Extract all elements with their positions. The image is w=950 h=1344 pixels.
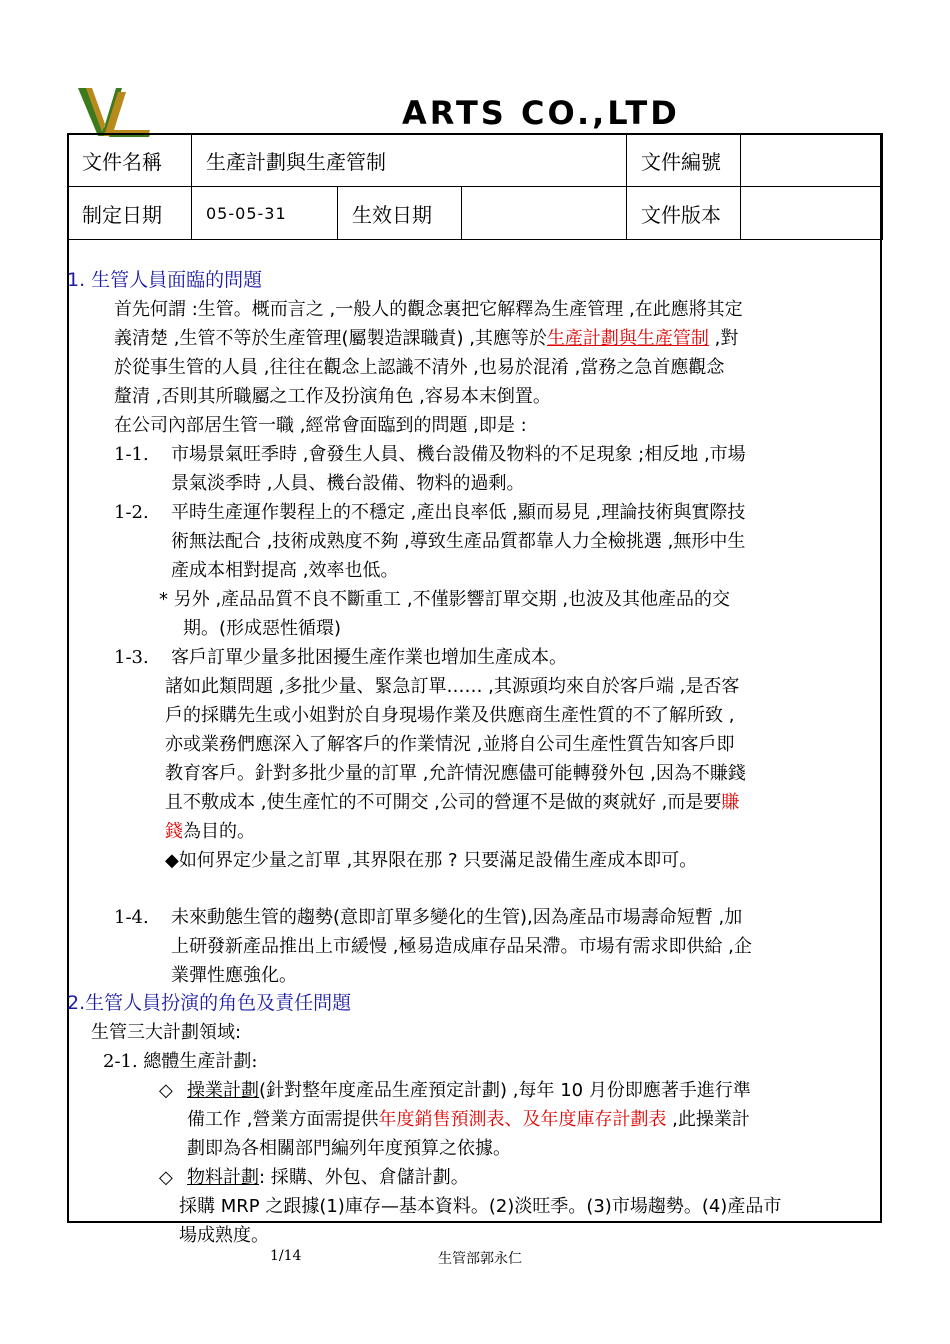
made-date-value: 05-05-31 [192,187,338,240]
highlight-money: 錢 [165,821,183,842]
made-date-label: 制定日期 [68,187,192,240]
s1-p1-line: 首先何謂 :生管。概而言之 ,一般人的觀念裏把它解釋為生產管理 ,在此應將其定 [114,299,743,320]
item-1-4-line: 業彈性應強化。 [171,965,297,986]
item-1-2-line: 平時生產運作製程上的不穩定 ,產出良率低 ,顯而易見 ,理論技術與實際技 [171,502,746,523]
item-1-3-line: ◆如何界定少量之訂單 ,其界限在那 ? 只要滿足設備生產成本即可。 [165,850,698,871]
s2-sub-heading: 2-1. 總體生產計劃: [103,1051,258,1072]
bullet-diamond-icon: ◇ [159,1167,173,1188]
text-run: 備工作 ,營業方面需提供 [187,1109,379,1130]
bullet-2-line: 採購 MRP 之跟據(1)庫存—基本資料。(2)淡旺季。(3)市場趨勢。(4)產品市 [179,1196,782,1217]
item-1-1-line: 市場景氣旺季時 ,會發生人員、機台設備及物料的不足現象 ;相反地 ,市場 [171,444,746,465]
item-number: 1-4. [114,907,149,928]
item-1-3-line: 客戶訂單少量多批困擾生產作業也增加生產成本。 [171,647,567,668]
footer-author: 生管部郭永仁 [438,1251,522,1267]
item-1-3-line: 亦或業務們應深入了解客戶的作業情況 ,並將自公司生產性質告知客戶即 [165,734,735,755]
header-row-2 [68,187,883,240]
item-1-3-line: 教育客戶。針對多批少量的訂單 ,允許情況應儘可能轉發外包 ,因為不賺錢 [165,763,746,784]
document-header-table [67,133,883,240]
doc-name-value: 生產計劃與生產管制 [192,134,627,187]
bullet-2-line: 場成熟度。 [179,1225,269,1246]
bullet-1-line [187,1105,750,1134]
item-1-2-line: 術無法配合 ,技術成熟度不夠 ,導致生產品質都靠人力全檢挑選 ,無形中生 [171,531,746,552]
item-1-1-line: 景氣淡季時 ,人員、機台設備、物料的過剩。 [171,473,525,494]
item-1-3-line [165,788,739,817]
bullet-1-line: 劃即為各相關部門編列年度預算之依據。 [187,1138,511,1159]
term-material-plan: 物料計劃 [187,1167,259,1188]
s2-intro-line: 生管三大計劃領域: [91,1022,242,1043]
text-run: 義清楚 ,生管不等於生產管理(屬製造課職責) ,其應等於 [114,328,547,349]
item-number: 1-3. [114,647,149,668]
company-name: ARTS CO.,LTD [402,94,680,132]
effective-date-value [462,187,627,240]
section-1-heading: 1. 生管人員面臨的問題 [67,269,263,291]
text-run: (針對整年度產品生產預定計劃) ,每年 10 月份即應著手進行準 [259,1080,751,1101]
version-label: 文件版本 [627,187,741,240]
header-row-1 [68,134,883,187]
item-1-4-line: 未來動態生管的趨勢(意即訂單多變化的生管),因為產品市場壽命短暫 ,加 [171,907,743,928]
text-run: 為目的。 [183,821,255,842]
item-1-2-line: 產成本相對提高 ,效率也低。 [171,560,399,581]
effective-date-label: 生效日期 [338,187,462,240]
version-value [741,187,883,240]
doc-no-label: 文件編號 [627,134,741,187]
item-1-3-line [165,817,255,846]
highlight-production-plan: 生產計劃與生產管制 [546,328,709,349]
term-operation-plan: 操業計劃 [187,1080,259,1101]
doc-no-value [741,134,883,187]
text-run: ,此操業計 [666,1109,750,1130]
bullet-diamond-icon: ◇ [159,1080,173,1101]
bullet-2-line [187,1163,469,1192]
item-number: 1-1. [114,444,149,465]
text-run: ,對 [708,328,739,349]
s1-p1-line [114,324,738,353]
note-line: * 另外 ,產品品質不良不斷重工 ,不僅影響訂單交期 ,也波及其他產品的交 [159,589,731,610]
doc-name-label: 文件名稱 [68,134,192,187]
text-run: 且不敷成本 ,使生產忙的不可開交 ,公司的營運不是做的爽就好 ,而是要 [165,792,722,813]
s1-p2-line: 在公司內部居生管一職 ,經常會面臨到的問題 ,即是 : [114,415,527,436]
text-run: : 採購、外包、倉儲計劃。 [259,1167,469,1188]
highlight-forecast: 年度銷售預測表、及年度庫存計劃表 [378,1109,667,1130]
item-1-4-line: 上研發新產品推出上市緩慢 ,極易造成庫存品呆滯。市場有需求即供給 ,企 [171,936,752,957]
item-1-3-line: 諸如此類問題 ,多批少量、緊急訂單…… ,其源頭均來自於客戶端 ,是否客 [165,676,740,697]
vl-logo-icon [76,84,154,140]
item-number: 1-2. [114,502,149,523]
section-2-heading: 2.生管人員扮演的角色及責任問題 [67,992,352,1014]
item-1-3-line: 戶的採購先生或小姐對於自身現場作業及供應商生產性質的不了解所致 , [165,705,735,726]
s1-p1-line: 於從事生管的人員 ,往往在觀念上認識不清外 ,也易於混淆 ,當務之急首應觀念 [114,357,725,378]
page-number: 1/14 [270,1248,302,1264]
highlight-earn: 賺 [721,792,740,813]
s1-p1-line: 釐清 ,否則其所職屬之工作及扮演角色 ,容易本末倒置。 [114,386,551,407]
bullet-1-line [187,1076,751,1105]
note-line: 期。(形成惡性循環) [183,618,342,639]
